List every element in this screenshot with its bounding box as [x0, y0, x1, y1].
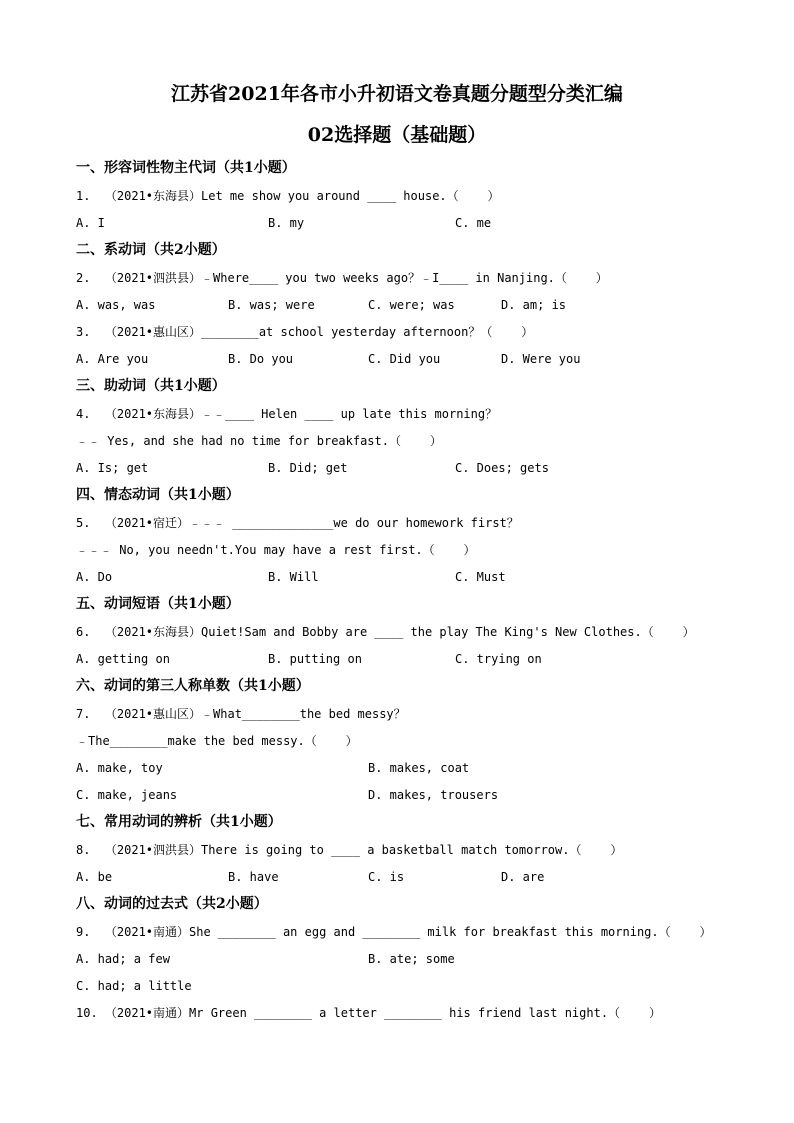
option-c: C. is	[368, 870, 405, 884]
question-stem: 5. （2021•宿迁）﹣﹣﹣ ______________we do our homework first？	[76, 516, 519, 530]
option-c: C. were; was	[368, 298, 455, 312]
section-heading: 六、动词的第三人称单数（共1小题）	[76, 678, 310, 694]
document-title: 江苏省2021年各市小升初语文卷真题分题型分类汇编	[171, 83, 623, 105]
option-c: C. had; a little	[76, 979, 192, 993]
document-subtitle: 02选择题（基础题）	[307, 124, 487, 146]
question-stem: 4. （2021•东海县）﹣﹣____ Helen ____ up late this morning？	[76, 407, 498, 421]
option-c: C. me	[455, 216, 492, 230]
section-heading: 五、动词短语（共1小题）	[76, 596, 240, 612]
option-c: C. Must	[455, 570, 506, 584]
question-stem: 6. （2021•东海县）Quiet!Sam and Bobby are ____ the play The King's New Clothes.（ ）	[76, 625, 695, 639]
section-heading: 三、助动词（共1小题）	[76, 378, 226, 394]
option-d: D. makes, trousers	[368, 788, 499, 802]
question-stem: 7. （2021•惠山区）﹣What________the bed messy？	[76, 707, 406, 721]
question-stem-line2: ﹣﹣﹣ No, you needn't.You may have a rest first.（ ）	[76, 543, 476, 557]
option-b: B. have	[228, 870, 279, 884]
option-b: B. my	[268, 216, 305, 230]
option-a: A. getting on	[76, 652, 170, 666]
option-b: B. Will	[268, 570, 319, 584]
option-b: B. makes, coat	[368, 761, 470, 775]
option-b: B. was; were	[228, 298, 315, 312]
option-b: B. ate; some	[368, 952, 455, 966]
section-heading: 四、情态动词（共1小题）	[76, 487, 240, 503]
option-c: C. make, jeans	[76, 788, 178, 802]
option-a: A. had; a few	[76, 952, 170, 966]
option-a: A. I	[76, 216, 105, 230]
option-a: A. Are you	[76, 352, 149, 366]
option-d: D. am; is	[501, 298, 567, 312]
question-stem: 2. （2021•泗洪县）﹣Where____ you two weeks ago？﹣I____ in Nanjing.（ ）	[76, 271, 608, 285]
option-a: A. make, toy	[76, 761, 163, 775]
question-stem: 1. （2021•东海县）Let me show you around ____ house.（ ）	[76, 189, 500, 203]
option-c: C. Does; gets	[455, 461, 549, 475]
section-heading: 七、常用动词的辨析（共1小题）	[76, 814, 282, 830]
option-d: D. are	[501, 870, 545, 884]
option-b: B. putting on	[268, 652, 362, 666]
option-a: A. was, was	[76, 298, 156, 312]
question-stem-line2: ﹣﹣ Yes, and she had no time for breakfast.（ ）	[76, 434, 442, 448]
section-heading: 二、系动词（共2小题）	[76, 242, 226, 258]
option-a: A. Do	[76, 570, 113, 584]
option-d: D. Were you	[501, 352, 581, 366]
question-stem-line2: ﹣The________make the bed messy.（ ）	[76, 734, 358, 748]
question-stem: 8. （2021•泗洪县）There is going to ____ a basketball match tomorrow.（ ）	[76, 843, 623, 857]
option-c: C. trying on	[455, 652, 542, 666]
option-a: A. Is; get	[76, 461, 149, 475]
option-b: B. Do you	[228, 352, 294, 366]
option-b: B. Did; get	[268, 461, 348, 475]
option-a: A. be	[76, 870, 113, 884]
question-stem: 3. （2021•惠山区）________at school yesterday afternoon？（ ）	[76, 325, 534, 339]
option-c: C. Did you	[368, 352, 441, 366]
question-stem: 9. （2021•南通）She ________ an egg and ________ milk for breakfast this morning.（ ）	[76, 925, 712, 939]
section-heading: 一、形容词性物主代词（共1小题）	[76, 160, 296, 176]
section-heading: 八、动词的过去式（共2小题）	[76, 896, 268, 912]
question-stem: 10. （2021•南通）Mr Green ________ a letter ________ his friend last night.（ ）	[76, 1006, 661, 1020]
